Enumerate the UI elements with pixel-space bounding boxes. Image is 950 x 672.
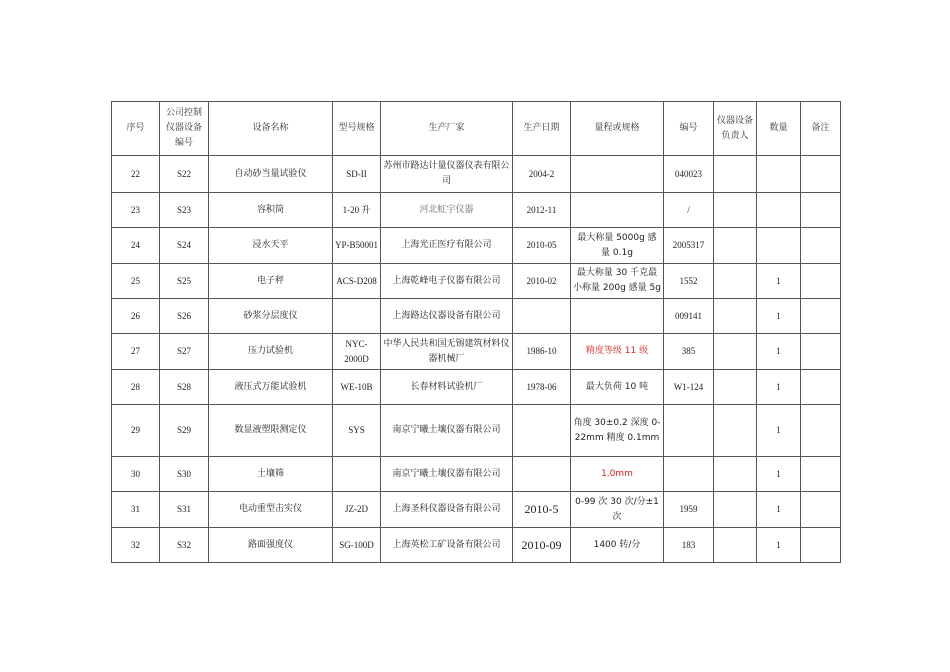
equipment-range (571, 299, 664, 334)
equipment-model: SD-II (333, 156, 381, 193)
header-cell-serial: 编号 (664, 102, 714, 156)
header-cell-date: 生产日期 (513, 102, 571, 156)
note (801, 156, 841, 193)
equipment-model (333, 299, 381, 334)
header-cell-maker: 生产厂家 (381, 102, 513, 156)
row-number: 25 (112, 264, 160, 299)
table-row (112, 528, 841, 563)
equipment-maker: 上海路达仪器设备有限公司 (381, 299, 513, 334)
owner (714, 334, 757, 370)
header-cell-name: 设备名称 (209, 102, 333, 156)
equipment-maker: 中华人民共和国无锡建筑材料仪器机械厂 (381, 334, 513, 370)
equipment-maker: 长春材料试验机厂 (381, 370, 513, 405)
note (801, 457, 841, 492)
serial-number (664, 405, 714, 457)
equipment-range: 最大负荷 10 吨 (571, 370, 664, 405)
note (801, 193, 841, 228)
row-number: 31 (112, 492, 160, 528)
production-date: 2010-02 (513, 264, 571, 299)
owner (714, 405, 757, 457)
row-number: 32 (112, 528, 160, 563)
quantity: 1 (757, 528, 801, 563)
owner (714, 156, 757, 193)
quantity (757, 228, 801, 264)
table-row (112, 405, 841, 457)
serial-number: 1552 (664, 264, 714, 299)
row-number: 24 (112, 228, 160, 264)
production-date: 2010-05 (513, 228, 571, 264)
equipment-model: JZ-2D (333, 492, 381, 528)
serial-number (664, 457, 714, 492)
equipment-code: S25 (160, 264, 209, 299)
equipment-model (333, 457, 381, 492)
table-row (112, 299, 841, 334)
equipment-model: YP-B50001 (333, 228, 381, 264)
note (801, 528, 841, 563)
quantity: 1 (757, 264, 801, 299)
production-date (513, 457, 571, 492)
table-row (112, 334, 841, 370)
table-row (112, 457, 841, 492)
equipment-range: 0-99 次 30 次/分±1 次 (571, 492, 664, 528)
serial-number: W1-124 (664, 370, 714, 405)
header-cell-model: 型号规格 (333, 102, 381, 156)
equipment-model: WE-10B (333, 370, 381, 405)
owner (714, 528, 757, 563)
production-date: 2004-2 (513, 156, 571, 193)
owner (714, 370, 757, 405)
equipment-maker: 上海圣科仪器设备有限公司 (381, 492, 513, 528)
table-row (112, 228, 841, 264)
equipment-maker: 上海光正医疗有限公司 (381, 228, 513, 264)
equipment-range: 1400 转/分 (571, 528, 664, 563)
equipment-code: S30 (160, 457, 209, 492)
equipment-code: S24 (160, 228, 209, 264)
equipment-range: 最大称量 30 千克最小称量 200g 感量 5g (571, 264, 664, 299)
equipment-table (111, 101, 841, 563)
quantity: 1 (757, 334, 801, 370)
equipment-name: 数显液塑限测定仪 (209, 405, 333, 457)
equipment-name: 液压式万能试验机 (209, 370, 333, 405)
note (801, 228, 841, 264)
owner (714, 264, 757, 299)
header-cell-no: 序号 (112, 102, 160, 156)
equipment-name: 砂浆分层度仪 (209, 299, 333, 334)
equipment-code: S29 (160, 405, 209, 457)
equipment-range: 精度等级 11 级 (571, 334, 664, 370)
owner (714, 492, 757, 528)
quantity: 1 (757, 405, 801, 457)
serial-number: 009141 (664, 299, 714, 334)
quantity: 1 (757, 370, 801, 405)
note (801, 264, 841, 299)
header-cell-range: 量程或规格 (571, 102, 664, 156)
equipment-code: S23 (160, 193, 209, 228)
equipment-code: S22 (160, 156, 209, 193)
header-row (112, 102, 841, 156)
equipment-maker: 上海乾峰电子仪器有限公司 (381, 264, 513, 299)
equipment-maker: 河北虹宇仪器 (381, 193, 513, 228)
equipment-name: 电动重型击实仪 (209, 492, 333, 528)
note (801, 405, 841, 457)
header-cell-qty: 数量 (757, 102, 801, 156)
table-row (112, 370, 841, 405)
equipment-maker: 苏州市路达计量仪器仪表有限公司 (381, 156, 513, 193)
header-cell-note: 备注 (801, 102, 841, 156)
note (801, 370, 841, 405)
production-date (513, 299, 571, 334)
equipment-code: S26 (160, 299, 209, 334)
production-date: 1986-10 (513, 334, 571, 370)
equipment-name: 浸水天平 (209, 228, 333, 264)
row-number: 29 (112, 405, 160, 457)
equipment-name: 土壤筛 (209, 457, 333, 492)
quantity (757, 156, 801, 193)
equipment-range: 1.0mm (571, 457, 664, 492)
row-number: 26 (112, 299, 160, 334)
quantity (757, 193, 801, 228)
quantity: 1 (757, 299, 801, 334)
row-number: 23 (112, 193, 160, 228)
table-row (112, 264, 841, 299)
owner (714, 299, 757, 334)
owner (714, 457, 757, 492)
equipment-name: 路面强度仪 (209, 528, 333, 563)
equipment-name: 自动砂当量试验仪 (209, 156, 333, 193)
row-number: 30 (112, 457, 160, 492)
equipment-name: 电子秤 (209, 264, 333, 299)
table-row (112, 193, 841, 228)
equipment-range: 最大称量 5000g 感量 0.1g (571, 228, 664, 264)
equipment-name: 容积筒 (209, 193, 333, 228)
row-number: 28 (112, 370, 160, 405)
production-date: 2010-09 (513, 528, 571, 563)
table-row (112, 156, 841, 193)
equipment-range: 角度 30±0.2 深度 0-22mm 精度 0.1mm (571, 405, 664, 457)
serial-number: / (664, 193, 714, 228)
note (801, 492, 841, 528)
quantity: 1 (757, 457, 801, 492)
equipment-code: S32 (160, 528, 209, 563)
serial-number: 2005317 (664, 228, 714, 264)
row-number: 27 (112, 334, 160, 370)
owner (714, 228, 757, 264)
equipment-maker: 上海英松工矿设备有限公司 (381, 528, 513, 563)
production-date (513, 405, 571, 457)
note (801, 299, 841, 334)
row-number: 22 (112, 156, 160, 193)
owner (714, 193, 757, 228)
equipment-model: SYS (333, 405, 381, 457)
equipment-name: 压力试验机 (209, 334, 333, 370)
equipment-code: S28 (160, 370, 209, 405)
equipment-range (571, 193, 664, 228)
note (801, 334, 841, 370)
header-cell-code: 公司控制仪器设备编号 (160, 102, 209, 156)
serial-number: 385 (664, 334, 714, 370)
serial-number: 183 (664, 528, 714, 563)
production-date: 1978-06 (513, 370, 571, 405)
equipment-code: S31 (160, 492, 209, 528)
equipment-model: SG-100D (333, 528, 381, 563)
header-cell-owner: 仪器设备负责人 (714, 102, 757, 156)
equipment-model: ACS-D208 (333, 264, 381, 299)
equipment-code: S27 (160, 334, 209, 370)
equipment-model: NYC-2000D (333, 334, 381, 370)
equipment-maker: 南京宁曦土壤仪器有限公司 (381, 457, 513, 492)
equipment-maker: 南京宁曦土壤仪器有限公司 (381, 405, 513, 457)
quantity: 1 (757, 492, 801, 528)
production-date: 2010-5 (513, 492, 571, 528)
equipment-range (571, 156, 664, 193)
production-date: 2012-11 (513, 193, 571, 228)
serial-number: 040023 (664, 156, 714, 193)
equipment-model: 1-20 升 (333, 193, 381, 228)
table-row (112, 492, 841, 528)
serial-number: 1959 (664, 492, 714, 528)
